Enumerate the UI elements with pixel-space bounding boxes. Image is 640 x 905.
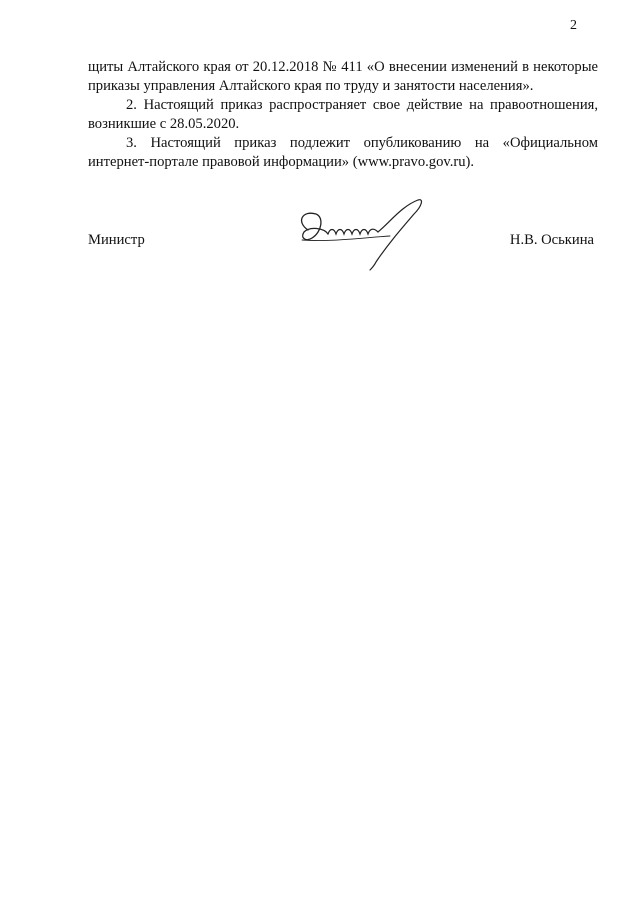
paragraph-3: 3. Настоящий приказ подлежит опубликованию на «Официальном интернет-портале правовой информации» (www.pravo.gov.ru).: [88, 135, 598, 170]
page-number: 2: [570, 18, 577, 33]
document-body: [88, 58, 598, 172]
paragraph-continuation: щиты Алтайского края от 20.12.2018 № 411 «О внесении изменений в некоторые приказы управления Алтайского края по труду и занятости населения».: [88, 59, 598, 94]
signatory-name: Н.В. Оськина: [509, 232, 594, 248]
signatory-title: Министр: [88, 232, 145, 248]
signature-block: [88, 232, 598, 272]
paragraph-2: 2. Настоящий приказ распространяет свое действие на правоотношения, возникшие с 28.05.2020.: [88, 97, 598, 132]
